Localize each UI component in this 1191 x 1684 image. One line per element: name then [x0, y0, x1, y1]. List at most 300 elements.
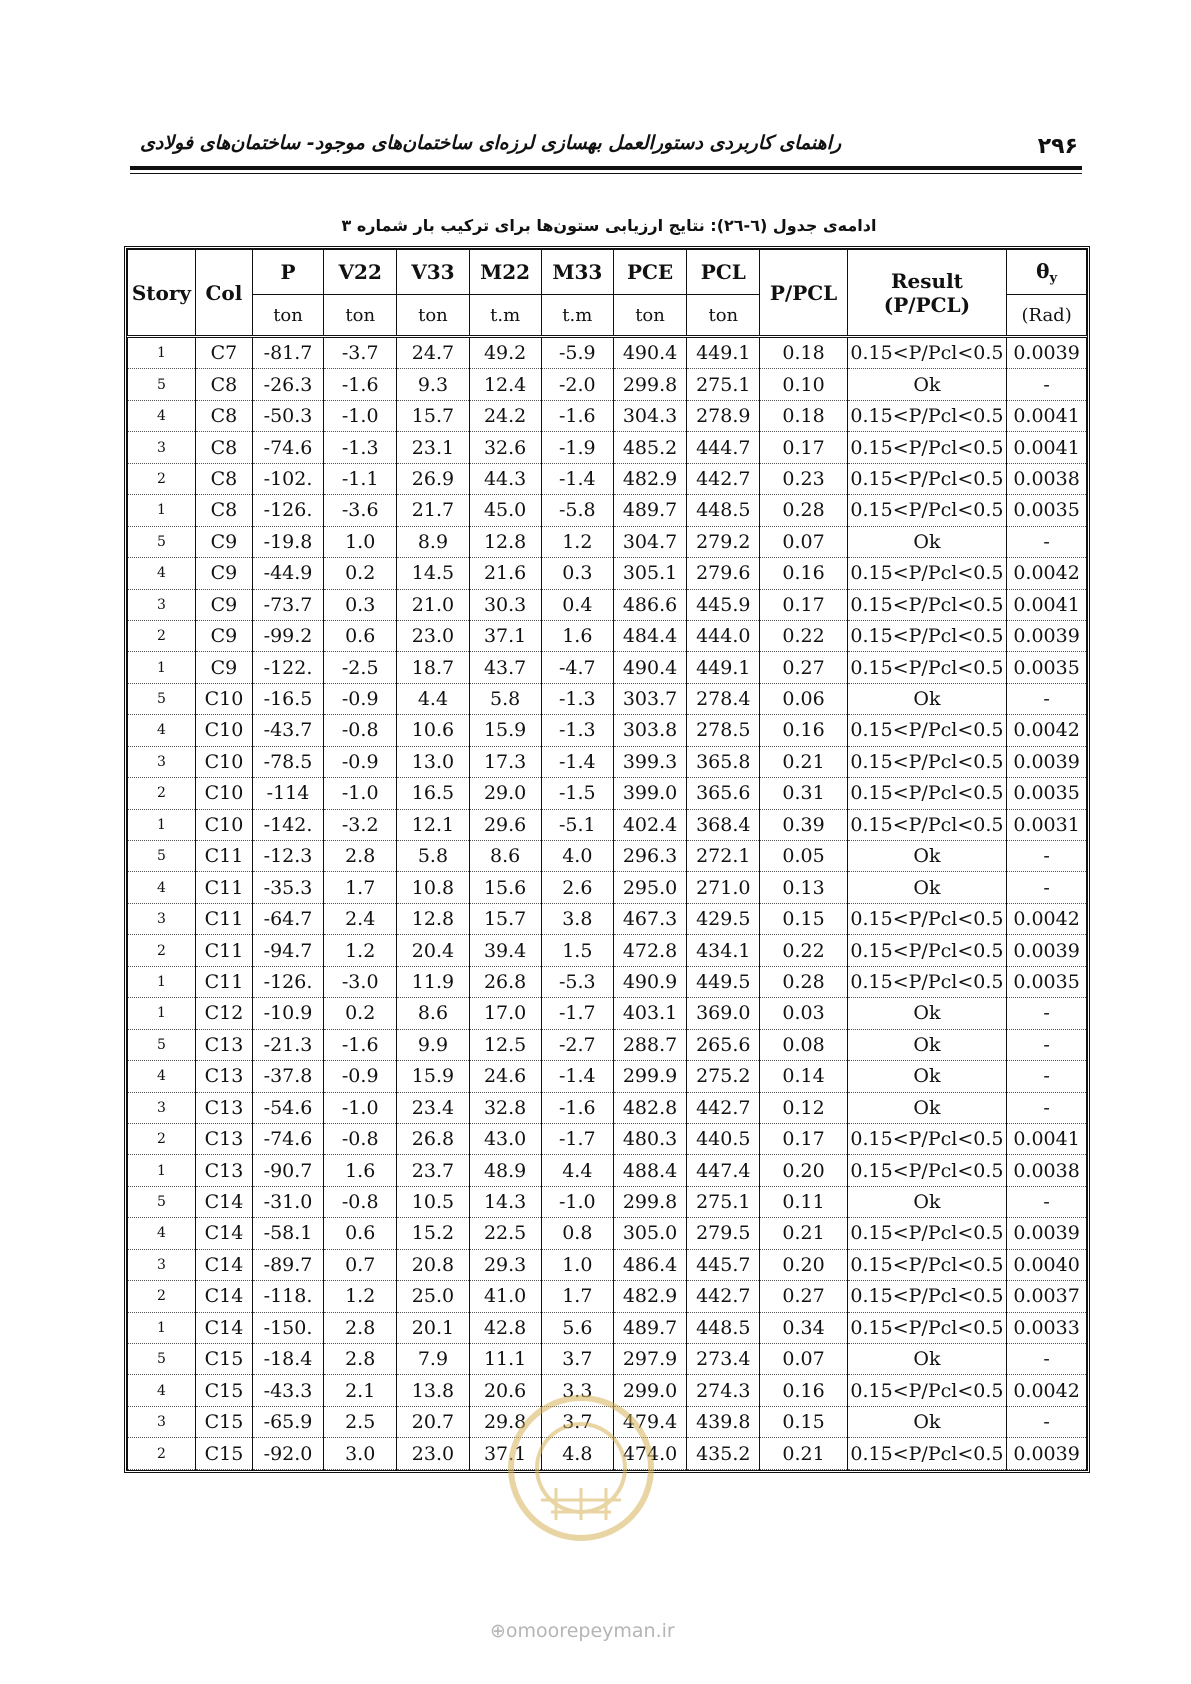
cell-col: C15 — [195, 1344, 252, 1375]
cell-pcl: 368.4 — [687, 809, 760, 840]
cell-m33: 3.3 — [541, 1375, 613, 1406]
cell-m22: 29.6 — [469, 809, 541, 840]
cell-m22: 22.5 — [469, 1218, 541, 1249]
cell-result: 0.15<P/Pcl<0.5 — [847, 903, 1006, 934]
cell-v22: -1.1 — [324, 463, 397, 494]
table-body — [128, 337, 1087, 1470]
cell-pce: 490.9 — [613, 966, 686, 997]
cell-pce: 484.4 — [613, 620, 686, 651]
cell-col: C9 — [195, 589, 252, 620]
header-row — [128, 250, 1087, 295]
cell-m22: 44.3 — [469, 463, 541, 494]
cell-story: 1 — [128, 1155, 196, 1186]
cell-m22: 37.1 — [469, 1438, 541, 1469]
cell-v22: 0.6 — [324, 620, 397, 651]
cell-theta: - — [1007, 526, 1087, 557]
cell-m22: 15.7 — [469, 903, 541, 934]
cell-story: 1 — [128, 809, 196, 840]
cell-p: -16.5 — [252, 683, 323, 714]
cell-v33: 12.8 — [397, 903, 469, 934]
cell-p-pcl: 0.20 — [760, 1249, 847, 1280]
cell-m22: 41.0 — [469, 1281, 541, 1312]
cell-theta: - — [1007, 369, 1087, 400]
cell-result: 0.15<P/Pcl<0.5 — [847, 778, 1006, 809]
cell-result: 0.15<P/Pcl<0.5 — [847, 652, 1006, 683]
cell-p: -150. — [252, 1312, 323, 1343]
cell-p-pcl: 0.16 — [760, 558, 847, 589]
cell-v33: 20.4 — [397, 935, 469, 966]
cell-m22: 20.6 — [469, 1375, 541, 1406]
cell-col: C13 — [195, 1123, 252, 1154]
cell-theta: - — [1007, 1406, 1087, 1437]
cell-m22: 8.6 — [469, 841, 541, 872]
cell-col: C11 — [195, 872, 252, 903]
cell-m22: 15.6 — [469, 872, 541, 903]
cell-p-pcl: 0.18 — [760, 337, 847, 369]
cell-v33: 11.9 — [397, 966, 469, 997]
header-result-line1: Result — [890, 268, 963, 293]
cell-m33: 1.6 — [541, 620, 613, 651]
cell-col: C14 — [195, 1249, 252, 1280]
cell-p: -89.7 — [252, 1249, 323, 1280]
table-row — [128, 1218, 1087, 1249]
cell-story: 4 — [128, 1061, 196, 1092]
cell-v22: 0.2 — [324, 558, 397, 589]
cell-v22: 2.1 — [324, 1375, 397, 1406]
cell-pcl: 435.2 — [687, 1438, 760, 1469]
cell-story: 3 — [128, 746, 196, 777]
cell-theta: 0.0039 — [1007, 935, 1087, 966]
cell-p-pcl: 0.08 — [760, 1029, 847, 1060]
cell-theta: 0.0042 — [1007, 1375, 1087, 1406]
cell-p-pcl: 0.20 — [760, 1155, 847, 1186]
cell-result: Ok — [847, 1186, 1006, 1217]
cell-theta: - — [1007, 1061, 1087, 1092]
cell-col: C8 — [195, 400, 252, 431]
cell-p-pcl: 0.27 — [760, 1281, 847, 1312]
cell-theta: 0.0042 — [1007, 903, 1087, 934]
cell-v33: 8.9 — [397, 526, 469, 557]
cell-p: -102. — [252, 463, 323, 494]
cell-pce: 482.8 — [613, 1092, 686, 1123]
cell-p: -92.0 — [252, 1438, 323, 1469]
cell-theta: - — [1007, 1344, 1087, 1375]
cell-v22: 1.2 — [324, 1281, 397, 1312]
cell-theta: 0.0041 — [1007, 1123, 1087, 1154]
cell-p: -90.7 — [252, 1155, 323, 1186]
table-row — [128, 337, 1087, 369]
cell-pce: 303.7 — [613, 683, 686, 714]
cell-v33: 9.9 — [397, 1029, 469, 1060]
cell-story: 5 — [128, 1186, 196, 1217]
cell-v22: 2.8 — [324, 841, 397, 872]
cell-v33: 4.4 — [397, 683, 469, 714]
cell-pcl: 274.3 — [687, 1375, 760, 1406]
cell-theta: 0.0035 — [1007, 966, 1087, 997]
cell-story: 4 — [128, 715, 196, 746]
cell-m33: -5.8 — [541, 495, 613, 526]
cell-m33: -1.6 — [541, 400, 613, 431]
cell-v33: 21.7 — [397, 495, 469, 526]
cell-v33: 16.5 — [397, 778, 469, 809]
cell-story: 2 — [128, 1123, 196, 1154]
cell-theta: 0.0033 — [1007, 1312, 1087, 1343]
table-row — [128, 1312, 1087, 1343]
cell-v33: 12.1 — [397, 809, 469, 840]
cell-theta: 0.0039 — [1007, 746, 1087, 777]
cell-m33: -5.1 — [541, 809, 613, 840]
cell-p-pcl: 0.16 — [760, 1375, 847, 1406]
cell-v33: 5.8 — [397, 841, 469, 872]
cell-pcl: 271.0 — [687, 872, 760, 903]
cell-result: Ok — [847, 683, 1006, 714]
cell-result: 0.15<P/Pcl<0.5 — [847, 1438, 1006, 1469]
cell-story: 3 — [128, 903, 196, 934]
cell-pce: 305.0 — [613, 1218, 686, 1249]
cell-v33: 23.0 — [397, 620, 469, 651]
cell-result: 0.15<P/Pcl<0.5 — [847, 495, 1006, 526]
cell-m33: 0.8 — [541, 1218, 613, 1249]
cell-m22: 43.0 — [469, 1123, 541, 1154]
cell-m22: 29.0 — [469, 778, 541, 809]
cell-v22: 1.2 — [324, 935, 397, 966]
cell-p: -122. — [252, 652, 323, 683]
cell-pce: 486.6 — [613, 589, 686, 620]
cell-col: C10 — [195, 778, 252, 809]
table-row — [128, 715, 1087, 746]
cell-v22: 1.7 — [324, 872, 397, 903]
cell-col: C11 — [195, 903, 252, 934]
header-theta — [1007, 250, 1087, 295]
unit-m22: t.m — [469, 295, 541, 337]
cell-pce: 486.4 — [613, 1249, 686, 1280]
cell-result: Ok — [847, 1344, 1006, 1375]
table-row — [128, 935, 1087, 966]
cell-col: C15 — [195, 1438, 252, 1469]
cell-result: 0.15<P/Pcl<0.5 — [847, 809, 1006, 840]
cell-pce: 490.4 — [613, 337, 686, 369]
cell-p-pcl: 0.06 — [760, 683, 847, 714]
cell-pcl: 275.1 — [687, 1186, 760, 1217]
cell-v33: 20.7 — [397, 1406, 469, 1437]
cell-p-pcl: 0.17 — [760, 432, 847, 463]
cell-p: -31.0 — [252, 1186, 323, 1217]
cell-p-pcl: 0.10 — [760, 369, 847, 400]
cell-story: 3 — [128, 1249, 196, 1280]
cell-theta: - — [1007, 872, 1087, 903]
cell-pcl: 439.8 — [687, 1406, 760, 1437]
table-row — [128, 400, 1087, 431]
cell-v33: 10.5 — [397, 1186, 469, 1217]
cell-col: C14 — [195, 1218, 252, 1249]
cell-result: 0.15<P/Pcl<0.5 — [847, 966, 1006, 997]
cell-p-pcl: 0.31 — [760, 778, 847, 809]
cell-p: -21.3 — [252, 1029, 323, 1060]
cell-pcl: 365.8 — [687, 746, 760, 777]
cell-p: -74.6 — [252, 432, 323, 463]
cell-theta: - — [1007, 1029, 1087, 1060]
cell-pcl: 279.5 — [687, 1218, 760, 1249]
cell-result: 0.15<P/Pcl<0.5 — [847, 620, 1006, 651]
table-row — [128, 1123, 1087, 1154]
cell-m22: 12.4 — [469, 369, 541, 400]
cell-m22: 39.4 — [469, 935, 541, 966]
cell-story: 2 — [128, 463, 196, 494]
cell-m22: 11.1 — [469, 1344, 541, 1375]
cell-result: 0.15<P/Pcl<0.5 — [847, 432, 1006, 463]
cell-pcl: 275.2 — [687, 1061, 760, 1092]
cell-result: 0.15<P/Pcl<0.5 — [847, 400, 1006, 431]
cell-result: 0.15<P/Pcl<0.5 — [847, 463, 1006, 494]
cell-story: 4 — [128, 400, 196, 431]
cell-v33: 7.9 — [397, 1344, 469, 1375]
cell-m22: 21.6 — [469, 558, 541, 589]
cell-v22: 0.7 — [324, 1249, 397, 1280]
cell-p: -43.3 — [252, 1375, 323, 1406]
cell-result: Ok — [847, 1406, 1006, 1437]
cell-m33: -1.6 — [541, 1092, 613, 1123]
cell-m33: 4.8 — [541, 1438, 613, 1469]
cell-story: 4 — [128, 1375, 196, 1406]
cell-p: -12.3 — [252, 841, 323, 872]
header-v33: V33 — [397, 250, 469, 295]
cell-pce: 474.0 — [613, 1438, 686, 1469]
cell-col: C13 — [195, 1155, 252, 1186]
cell-m33: 4.4 — [541, 1155, 613, 1186]
cell-result: 0.15<P/Pcl<0.5 — [847, 715, 1006, 746]
cell-pce: 482.9 — [613, 1281, 686, 1312]
cell-story: 2 — [128, 778, 196, 809]
cell-m22: 48.9 — [469, 1155, 541, 1186]
cell-col: C12 — [195, 998, 252, 1029]
cell-p-pcl: 0.28 — [760, 966, 847, 997]
cell-result: 0.15<P/Pcl<0.5 — [847, 558, 1006, 589]
cell-m33: 5.6 — [541, 1312, 613, 1343]
cell-pce: 299.9 — [613, 1061, 686, 1092]
cell-col: C7 — [195, 337, 252, 369]
table-row — [128, 558, 1087, 589]
cell-p-pcl: 0.23 — [760, 463, 847, 494]
cell-m33: -1.0 — [541, 1186, 613, 1217]
table-row — [128, 998, 1087, 1029]
cell-col: C11 — [195, 966, 252, 997]
cell-theta: 0.0039 — [1007, 337, 1087, 369]
cell-p-pcl: 0.15 — [760, 903, 847, 934]
cell-m33: -4.7 — [541, 652, 613, 683]
cell-v22: -3.6 — [324, 495, 397, 526]
cell-theta: 0.0041 — [1007, 432, 1087, 463]
cell-pce: 305.1 — [613, 558, 686, 589]
cell-story: 1 — [128, 652, 196, 683]
cell-v22: 2.8 — [324, 1344, 397, 1375]
cell-pcl: 442.7 — [687, 1092, 760, 1123]
cell-p-pcl: 0.12 — [760, 1092, 847, 1123]
table-row — [128, 589, 1087, 620]
cell-pce: 303.8 — [613, 715, 686, 746]
cell-col: C10 — [195, 715, 252, 746]
cell-v22: -3.0 — [324, 966, 397, 997]
cell-m33: -1.4 — [541, 463, 613, 494]
cell-p: -18.4 — [252, 1344, 323, 1375]
header-theta-subscript: y — [1049, 270, 1058, 286]
cell-m22: 32.6 — [469, 432, 541, 463]
cell-pcl: 442.7 — [687, 463, 760, 494]
cell-theta: - — [1007, 841, 1087, 872]
cell-m33: -2.0 — [541, 369, 613, 400]
cell-m33: 1.5 — [541, 935, 613, 966]
cell-v33: 18.7 — [397, 652, 469, 683]
cell-col: C15 — [195, 1406, 252, 1437]
cell-m22: 17.3 — [469, 746, 541, 777]
cell-v33: 26.9 — [397, 463, 469, 494]
cell-result: Ok — [847, 841, 1006, 872]
cell-m33: 0.4 — [541, 589, 613, 620]
cell-m22: 12.5 — [469, 1029, 541, 1060]
cell-story: 5 — [128, 526, 196, 557]
cell-story: 3 — [128, 589, 196, 620]
cell-pce: 399.0 — [613, 778, 686, 809]
cell-m22: 29.8 — [469, 1406, 541, 1437]
cell-m33: -1.3 — [541, 683, 613, 714]
cell-p: -50.3 — [252, 400, 323, 431]
cell-m22: 42.8 — [469, 1312, 541, 1343]
cell-result: 0.15<P/Pcl<0.5 — [847, 1155, 1006, 1186]
cell-p: -126. — [252, 966, 323, 997]
cell-pcl: 449.1 — [687, 652, 760, 683]
cell-pce: 403.1 — [613, 998, 686, 1029]
cell-result: 0.15<P/Pcl<0.5 — [847, 1281, 1006, 1312]
header-theta-symbol: θ — [1036, 258, 1050, 283]
table-row — [128, 1249, 1087, 1280]
table-row — [128, 1281, 1087, 1312]
header-pce: PCE — [613, 250, 686, 295]
cell-m22: 14.3 — [469, 1186, 541, 1217]
cell-p: -126. — [252, 495, 323, 526]
cell-story: 2 — [128, 1438, 196, 1469]
table-row — [128, 463, 1087, 494]
cell-v33: 23.7 — [397, 1155, 469, 1186]
cell-col: C10 — [195, 809, 252, 840]
cell-p: -78.5 — [252, 746, 323, 777]
cell-p-pcl: 0.11 — [760, 1186, 847, 1217]
table-row — [128, 1092, 1087, 1123]
table-caption: ادامه‌ی جدول (٦-٢٦): نتایج ارزیابی ستون‌ها برای ترکیب بار شماره ٣ — [341, 216, 877, 235]
cell-theta: 0.0040 — [1007, 1249, 1087, 1280]
cell-v22: -2.5 — [324, 652, 397, 683]
table-row — [128, 872, 1087, 903]
table-row — [128, 495, 1087, 526]
cell-p-pcl: 0.03 — [760, 998, 847, 1029]
cell-result: Ok — [847, 526, 1006, 557]
cell-m33: -5.3 — [541, 966, 613, 997]
cell-col: C8 — [195, 432, 252, 463]
cell-m22: 45.0 — [469, 495, 541, 526]
cell-pce: 299.0 — [613, 1375, 686, 1406]
cell-v33: 23.4 — [397, 1092, 469, 1123]
header-m22: M22 — [469, 250, 541, 295]
cell-theta: 0.0039 — [1007, 1438, 1087, 1469]
table-row — [128, 809, 1087, 840]
cell-result: Ok — [847, 998, 1006, 1029]
cell-pcl: 369.0 — [687, 998, 760, 1029]
cell-m22: 49.2 — [469, 337, 541, 369]
unit-v33: ton — [397, 295, 469, 337]
cell-m22: 24.6 — [469, 1061, 541, 1092]
cell-p-pcl: 0.15 — [760, 1406, 847, 1437]
cell-p-pcl: 0.17 — [760, 589, 847, 620]
unit-m33: t.m — [541, 295, 613, 337]
cell-col: C10 — [195, 746, 252, 777]
cell-m33: -1.4 — [541, 1061, 613, 1092]
cell-col: C9 — [195, 620, 252, 651]
cell-p: -81.7 — [252, 337, 323, 369]
table-row — [128, 1344, 1087, 1375]
cell-pce: 295.0 — [613, 872, 686, 903]
cell-pcl: 449.1 — [687, 337, 760, 369]
cell-v22: 2.8 — [324, 1312, 397, 1343]
cell-theta: 0.0041 — [1007, 589, 1087, 620]
cell-result: Ok — [847, 369, 1006, 400]
cell-pce: 489.7 — [613, 495, 686, 526]
cell-pce: 402.4 — [613, 809, 686, 840]
cell-m22: 24.2 — [469, 400, 541, 431]
cell-theta: 0.0038 — [1007, 1155, 1087, 1186]
header-result-line2: (P/PCL) — [883, 292, 971, 317]
cell-m33: 0.3 — [541, 558, 613, 589]
cell-story: 2 — [128, 935, 196, 966]
cell-pce: 489.7 — [613, 1312, 686, 1343]
cell-m33: 3.8 — [541, 903, 613, 934]
cell-pce: 488.4 — [613, 1155, 686, 1186]
cell-v22: -1.0 — [324, 400, 397, 431]
cell-theta: 0.0042 — [1007, 558, 1087, 589]
cell-p: -37.8 — [252, 1061, 323, 1092]
unit-pcl: ton — [687, 295, 760, 337]
cell-m33: 4.0 — [541, 841, 613, 872]
cell-m22: 29.3 — [469, 1249, 541, 1280]
watermark-text: omoorepeyman.ir — [505, 1620, 675, 1642]
cell-col: C13 — [195, 1092, 252, 1123]
cell-pcl: 445.9 — [687, 589, 760, 620]
header-v22: V22 — [324, 250, 397, 295]
cell-m33: -1.4 — [541, 746, 613, 777]
cell-p-pcl: 0.17 — [760, 1123, 847, 1154]
table-row — [128, 526, 1087, 557]
cell-v22: 1.6 — [324, 1155, 397, 1186]
cell-v22: -0.9 — [324, 683, 397, 714]
cell-m22: 26.8 — [469, 966, 541, 997]
cell-col: C15 — [195, 1375, 252, 1406]
cell-pce: 479.4 — [613, 1406, 686, 1437]
header-result — [847, 250, 1006, 337]
cell-story: 3 — [128, 432, 196, 463]
cell-story: 1 — [128, 966, 196, 997]
cell-pcl: 365.6 — [687, 778, 760, 809]
cell-story: 2 — [128, 620, 196, 651]
header-story: Story — [128, 250, 196, 337]
page-number: ۲۹۶ — [1037, 134, 1078, 159]
cell-p-pcl: 0.22 — [760, 935, 847, 966]
cell-m22: 43.7 — [469, 652, 541, 683]
cell-m33: -5.9 — [541, 337, 613, 369]
cell-story: 5 — [128, 841, 196, 872]
cell-m22: 15.9 — [469, 715, 541, 746]
cell-v22: -0.8 — [324, 715, 397, 746]
cell-pce: 299.8 — [613, 369, 686, 400]
cell-p-pcl: 0.28 — [760, 495, 847, 526]
cell-m33: 1.2 — [541, 526, 613, 557]
cell-m33: 1.0 — [541, 1249, 613, 1280]
